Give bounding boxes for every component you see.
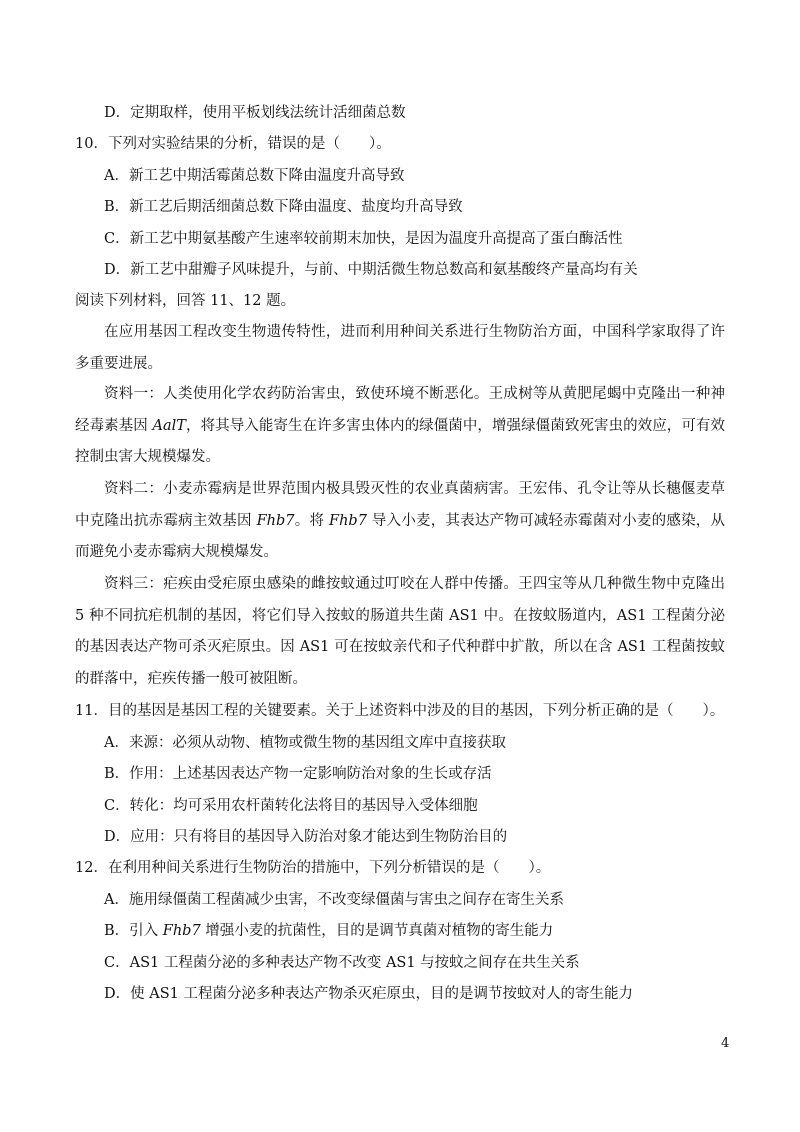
question-10-option-c: C．新工艺中期氨基酸产生速率较前期末加快，是因为温度升高提高了蛋白酶活性 [104, 231, 623, 247]
material-2-text-b: 。将 [294, 512, 330, 529]
passage-material-2 [75, 474, 725, 569]
material-1-text-b: ，将其导入能寄生在许多害虫体内的绿僵菌中，增强绿僵菌致死害虫的效应，可有效控制虫害大规模爆发。 [75, 417, 726, 465]
passage-intro: 在应用基因工程改变生物遗传特性，进而利用种间关系进行生物防治方面，中国科学家取得了许多重要进展。 [75, 324, 725, 372]
q12b-gene: Fhb7 [162, 923, 201, 939]
question-11-option-a: A．来源：必须从动物、植物或微生物的基因组文库中直接获取 [104, 735, 506, 751]
material-2-text-a: 资料二：小麦赤霉病是世界范围内极具毁灭性的农业真菌病害。王宏伟、孔令让等从长穗偃麦草中克隆出抗赤霉病主效基因 [75, 481, 725, 529]
passage-material-1 [75, 379, 725, 474]
q12b-text-a: B．引入 [104, 923, 163, 939]
question-12-option-a: A．施用绿僵菌工程菌减少虫害，不改变绿僵菌与害虫之间存在寄生关系 [104, 892, 564, 908]
gene-aalt: AalT [152, 417, 186, 434]
material-2-text-c: 导入小麦，其表达产物可减轻赤霉菌对小麦的感染，从而避免小麦赤霉病大规模爆发。 [75, 512, 726, 560]
material-1-text-a: 资料一：人类使用化学农药防治害虫，致使环境不断恶化。王成树等从黄肥尾蝎中克隆出一种神经毒素基因 [75, 386, 725, 434]
question-10-option-d: D．新工艺中甜瓣子风味提升，与前、中期活微生物总数高和氨基酸终产量高均有关 [104, 262, 638, 278]
question-11-option-d: D．应用：只有将目的基因导入防治对象才能达到生物防治目的 [104, 829, 508, 845]
question-12-stem: 12．在利用种间关系进行生物防治的措施中，下列分析错误的是（ ）。 [75, 860, 551, 876]
passage-material-3: 资料三：疟疾由受疟原虫感染的雌按蚊通过叮咬在人群中传播。王四宝等从几种微生物中克隆出 5 种不同抗疟机制的基因，将它们导入按蚊的肠道共生菌 AS1 中。在按蚊肠道内，AS1 工程菌分泌的基因表达产物可杀灭疟原虫。因 AS1 可在按蚊亲代和子代种群中扩散，所以在含 AS1 工程菌按蚊的群落中，疟疾传播一般可被阻断。 [75, 576, 725, 687]
question-10-option-b: B．新工艺后期活细菌总数下降由温度、盐度均升高导致 [104, 199, 463, 215]
page-number: 4 [721, 1036, 730, 1051]
q12b-text-b: 增强小麦的抗菌性，目的是调节真菌对植物的寄生能力 [200, 923, 554, 939]
question-12-option-d: D．使 AS1 工程菌分泌多种表达产物杀灭疟原虫，目的是调节按蚊对人的寄生能力 [104, 986, 633, 1002]
question-12-option-c: C．AS1 工程菌分泌的多种表达产物不改变 AS1 与按蚊之间存在共生关系 [104, 955, 580, 971]
question-12-option-b [104, 921, 553, 941]
gene-fhb7: Fhb7 [256, 512, 295, 529]
question-11-option-c: C．转化：均可采用农杆菌转化法将目的基因导入受体细胞 [104, 798, 478, 814]
question-11-stem: 11．目的基因是基因工程的关键要素。关于上述资料中涉及的目的基因，下列分析正确的是（ ）。 [75, 703, 725, 719]
question-9-option-d: D．定期取样，使用平板划线法统计活细菌总数 [104, 105, 406, 121]
reading-instruction: 阅读下列材料，回答 11、12 题。 [75, 293, 296, 309]
question-10-option-a: A．新工艺中期活霉菌总数下降由温度升高导致 [104, 168, 405, 184]
question-11-option-b: B．作用：上述基因表达产物一定影响防治对象的生长或存活 [104, 766, 492, 782]
question-10-stem: 10．下列对实验结果的分析，错误的是（ ）。 [75, 136, 391, 152]
gene-fhb7-repeat: Fhb7 [329, 512, 367, 529]
